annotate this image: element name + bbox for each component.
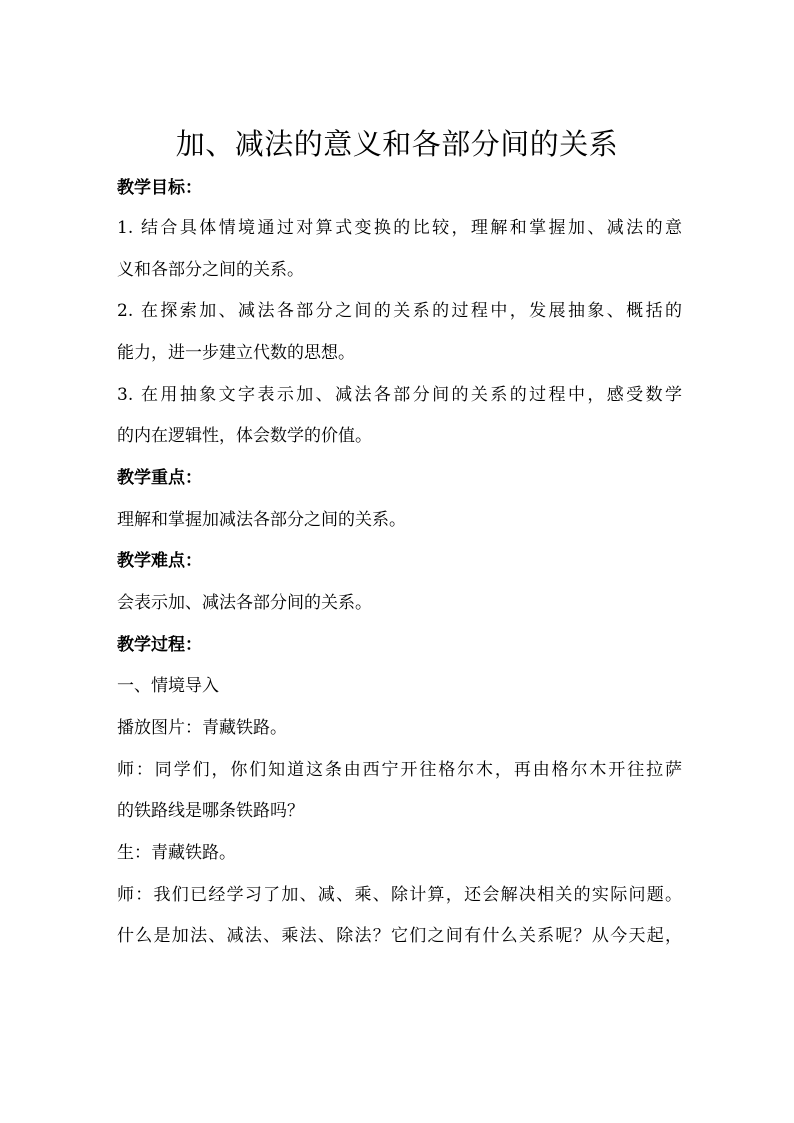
heading-objectives: 教学目标：: [117, 178, 202, 198]
process-line-3: 的铁路线是哪条铁路吗？: [117, 801, 304, 821]
process-line-2: 师：同学们，你们知道这条由西宁开往格尔木，再由格尔木开往拉萨: [117, 760, 682, 780]
process-line-5: 师：我们已经学习了加、减、乘、除计算，还会解决相关的实际问题。: [117, 885, 682, 905]
heading-key-points: 教学重点：: [117, 468, 202, 488]
key-points-text: 理解和掌握加减法各部分之间的关系。: [117, 510, 406, 530]
objective-1-line-1: 1. 结合具体情境通过对算式变换的比较，理解和掌握加、减法的意: [117, 218, 682, 238]
objective-3-line-1: 3. 在用抽象文字表示加、减法各部分间的关系的过程中，感受数学: [117, 385, 682, 405]
objective-2-line-1: 2. 在探索加、减法各部分之间的关系的过程中，发展抽象、概括的: [117, 301, 682, 321]
section-intro: 一、情境导入: [117, 676, 219, 696]
difficulties-text: 会表示加、减法各部分间的关系。: [117, 593, 372, 613]
page-title: 加、减法的意义和各部分间的关系: [175, 127, 619, 161]
heading-process: 教学过程：: [117, 635, 202, 655]
heading-difficulties: 教学难点：: [117, 551, 202, 571]
process-line-6: 什么是加法、减法、乘法、除法？它们之间有什么关系呢？从今天起，: [117, 926, 682, 946]
process-line-1: 播放图片：青藏铁路。: [117, 718, 287, 738]
process-line-4: 生：青藏铁路。: [117, 843, 236, 863]
objective-1-line-2: 义和各部分之间的关系。: [117, 260, 304, 280]
objective-3-line-2: 的内在逻辑性，体会数学的价值。: [117, 426, 372, 446]
objective-2-line-2: 能力，进一步建立代数的思想。: [117, 343, 355, 363]
